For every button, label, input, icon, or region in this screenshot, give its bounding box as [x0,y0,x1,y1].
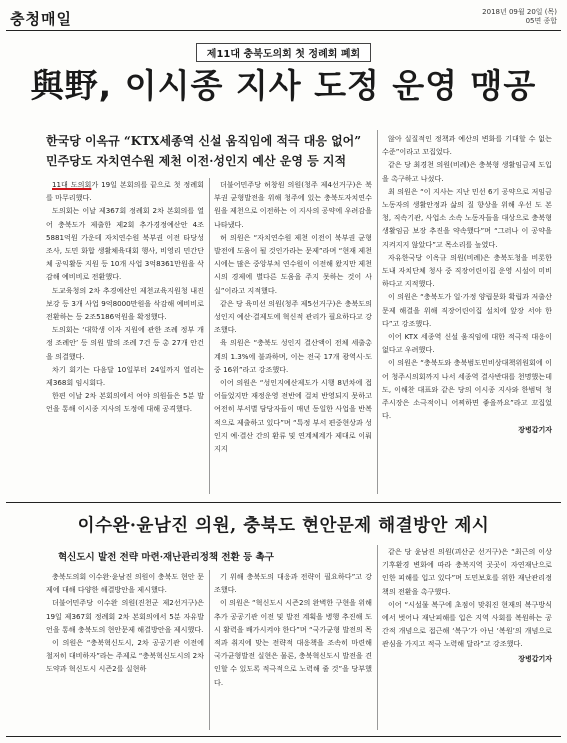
paragraph: 최 의원은 “이 지사는 지난 민선 6기 공약으로 저임금 노동자의 생활안정과 삶의 질 향상을 위해 우선 도 본청, 직속기관, 사업소 소속 노동자들을 대상으로 충북형 생활임금 보장 추진을 약속했다”며 “그러나 이 공약을 지켜지지 않았다”고 목소리를 높였다. [382,186,552,249]
article2-column-3 [382,545,552,666]
paragraph: 이 의원은 “충북도와 충북범도민비상대책위원회에 이어 청주시의회까지 나서 세종역 결사반대를 천명했는데도, 이해찬 대표와 같은 당의 이시종 지사와 한범덕 청주시장은 소극적이니 어찌하면 좋을까요”라고 꼬집었다. [382,358,552,421]
column-divider [209,178,210,494]
column-divider [377,545,378,730]
article1-byline: 장병갑기자 [518,426,552,435]
paragraph: 육 의원은 “충북도 성인지 결산액이 전체 세출총계의 1.3%에 불과하며, 이는 전국 17개 광역시·도 중 16위”라고 강조했다. [214,338,372,374]
paragraph: 더불어민주당 이수완 의원(진천군 제2선거구)은 19일 제367회 정례회 2차 본회의에서 5분 자유발언을 통해 충북도의 현안문제 해결방안을 제시했다. [46,598,204,634]
kicker-text: 제11대 충북도의회 첫 정례회 폐회 [196,43,371,62]
article1-column-3 [382,132,552,438]
page-section: 05면 종합 [525,17,557,25]
newspaper-logo: 충청매일 [10,10,72,28]
masthead-rule [6,30,561,31]
paragraph: 이 의원은 “충북도가 일·가정 양립문화 확립과 저출산 문제 해결을 위해 직장어린이집 설치에 앞장 서야 한다”고 강조했다. [382,292,552,328]
paragraph: 이어 “시설물 복구에 초점이 맞춰진 현재의 복구방식에서 벗어나 재난피해를 입은 지역 사회를 복원하는 공간적 개념으로 접근해 ‘복구’가 아닌 ‘복원’의 개념으로 관심을 가지고 적극 노력해 달라”고 강조했다. [382,599,552,649]
article1-column-2 [214,178,372,455]
paragraph: 않아 실질적인 정책과 예산의 변화를 기대할 수 없는 수준”이라고 꼬집었다. [382,134,552,157]
article2-headline: 이수완·윤남진 의원, 충북도 현안문제 해결방안 제시 [77,516,490,536]
paragraph: 도의회는 이날 제367회 정례회 2차 본회의를 열어 충북도가 제출한 제2회 추가경정예산안 4조5881억원 가운데 자치연수원 북부권 이전 타당성 조사, 도민 화합 생활체육대회 행사, 비영리 민간단체 공익활동 지원 등 10개 사업 3억8361만원을 삭감해 예비비로 전환했다. [46,206,204,282]
article2-column-1 [46,570,204,676]
paragraph: 도교육청의 2차 추경예산인 제천교육지원청 내진 보강 등 3개 사업 9억8000만원을 삭감해 예비비로 전환하는 등 2조5186억원을 확정했다. [46,285,204,322]
paragraph-rest: 가 19일 본회의를 끝으로 첫 정례회를 마무리했다. [46,180,204,203]
paragraph: 이 의원은 “혁신도시 시즌2의 완벽한 구현을 위해 추가 공공기관 이전 및 발전 계획을 병행 추진해 도시 활력을 배가시켜야 한다”며 “국가균형 발전의 목적과 취지에 맞는 전략적 대응책을 조속히 마련해 국가균형발전 실현은 물론, 충북혁신도시 발전을 견인할 수 있도록 적극적으로 노력해 줄 것”을 당부했다. [214,598,372,687]
paragraph: 차기 회기는 다음달 10일부터 24일까지 열리는 제368회 임시회다. [46,364,204,388]
issue-date: 2018년 09월 20일 (목) [482,8,557,16]
paragraph: 이어 KTX 세종역 신설 움직임에 대한 적극적 대응이 없다고 우려했다. [382,332,552,355]
column-divider [209,570,210,730]
paragraph: 충북도의회 이수완·윤남진 의원이 충북도 현안 문제에 대해 다양한 해결방안을 제시했다. [46,572,204,595]
paragraph: 같은 당 육미선 의원(청주 제5선거구)은 충북도의 성인지 예산·결제도에 혁신적 관리가 필요하다고 강조했다. [214,298,372,335]
highlight-underline: 11대 도의회 [52,180,92,189]
paragraph: 한편 이날 2차 본회의에서 여야 의원들은 5분 발언을 통해 이시종 지사의 도정에 대해 공격했다. [46,391,204,414]
dateline [482,8,557,26]
article1-subheadline-2: 민주당도 자치연수원 제천 이전·성인지 예산 운영 등 지적 [46,154,347,168]
article-separator [6,502,561,503]
article1-subheadline-1: 한국당 이옥규 “KTX세종역 신설 움직임에 적극 대응 없어” [46,134,362,148]
article1-column-1 [46,178,204,416]
paragraph: 기 위해 충북도의 대응과 전략이 필요하다”고 강조했다. [214,572,372,595]
column-divider [377,130,378,494]
article2-subheadline: 혁신도시 발전 전략 마련·재난관리정책 전환 등 촉구 [58,552,274,563]
paragraph: 더불어민주당 허창원 의원(청주 제4선거구)은 북부권 균형발전을 위해 청주에 있는 충북도자치연수원을 제천으로 이전하는 이 지사의 공약에 우려감을 나타냈다. [214,180,372,229]
paragraph: 이 의원은 “충북혁신도시, 2차 공공기관 이전에 철저히 대비하자”라는 주제로 “충북혁신도시의 2차 도약과 혁신도시 시즌2를 실현하 [46,638,204,674]
article2-column-2 [214,570,372,689]
paragraph [46,178,204,204]
paragraph: 허 의원은 “자치연수원 제천 이전이 북부권 균형발전에 도움이 될 것인가라는 문제”라며 “현재 제천시에는 많은 중앙부처 연수원이 이전해 왔지만 제천시의 경제에 별다른 도움을 주지 못하는 것이 사실”이라고 지적했다. [214,232,372,295]
article1-kicker [0,42,567,62]
paragraph: 같은 당 최경천 의원(비례)은 충북형 생활임금제 도입을 촉구하고 나섰다. [382,160,552,183]
paragraph: 이어 의원은 “성인지예산제도가 시행 8년차에 접어들었지만 재정운영 전반에 걸쳐 반영되지 못하고 여전히 부서별 담당자들이 매년 동일한 사업을 반복적으로 제출하고 있다”며 “특정 부서 편중현상과 성인지 예·결산 간의 환류 및 연계체계가 제대로 이뤄지지 [214,378,372,454]
page-bottom-rule [6,736,561,737]
paragraph: 자유한국당 이옥규 의원(비례)은 충북도청을 비롯한 도내 자치단체 청사 중 직장어린이집 운영 시설이 미비하다고 지적했다. [382,252,552,289]
paragraph: 도의회는 ‘대학생 이자 지원에 관한 조례 정부 개정 조례안’ 등 의원 발의 조례 7건 등 총 27개 안건을 의결했다. [46,325,204,361]
article1-headline: 與野, 이시종 지사 도정 운영 맹공 [30,66,537,105]
paragraph: 같은 당 윤남진 의원(괴산군 선거구)은 “최근의 이상 기후환경 변화에 따라 충북지역 곳곳이 자연재난으로 인한 피해를 입고 있다”며 도민보호를 위한 재난관리정책의 전환을 촉구했다. [382,547,552,596]
article2-byline: 장병갑기자 [518,654,552,663]
